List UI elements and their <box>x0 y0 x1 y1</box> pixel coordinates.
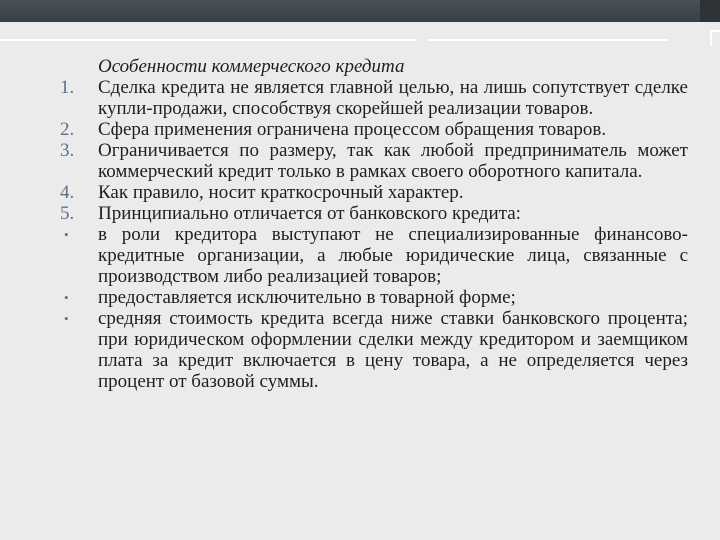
list-item <box>60 119 688 140</box>
list-item <box>60 203 688 224</box>
decorative-corner <box>710 30 720 46</box>
list-number: 3. <box>60 140 75 161</box>
decorative-line <box>428 39 668 41</box>
list-item-text: предоставляется исключительно в товарной форме; <box>98 287 516 308</box>
header-bar <box>0 0 720 22</box>
list-number: 4. <box>60 182 75 203</box>
list-item-text: Сфера применения ограничена процессом обращения товаров. <box>98 119 607 140</box>
decorative-line <box>0 39 416 41</box>
list-item <box>60 308 688 392</box>
slide-content <box>60 56 688 392</box>
list-number: 1. <box>60 77 75 98</box>
header-bar-accent <box>700 0 720 22</box>
list-item <box>60 182 688 203</box>
list-item-text: средняя стоимость кредита всегда ниже ставки банковского процента; при юридическом оформлении сделки между кредитором и заемщиком плата за кредит включается в цену товара, а не определяется через процент от базовой суммы. <box>98 308 688 392</box>
list-item <box>60 140 688 182</box>
list-number: 2. <box>60 119 75 140</box>
list-item-text: Ограничивается по размеру, так как любой предприниматель может коммерческий кредит только в рамках своего оборотного капитала. <box>98 140 688 182</box>
list-item-text: Как правило, носит краткосрочный характер. <box>98 182 464 203</box>
slide-title: Особенности коммерческого кредита <box>98 56 405 77</box>
list-number: 5. <box>60 203 75 224</box>
bullet-icon: • <box>64 290 69 305</box>
bullet-icon: • <box>64 311 69 326</box>
list-item <box>60 224 688 287</box>
list-item-text: Принципиально отличается от банковского кредита: <box>98 203 521 224</box>
list-item <box>60 287 688 308</box>
list-item <box>60 77 688 119</box>
bullet-icon: • <box>64 227 69 242</box>
list-item-text: Сделка кредита не является главной целью, на лишь сопутствует сделке купли-продажи, способствуя скорейшей реализации товаров. <box>98 77 688 119</box>
list-item-text: в роли кредитора выступают не специализированные финансово-кредитные организации, а любые юридические лица, связанные с производством либо реализацией товаров; <box>98 224 688 287</box>
